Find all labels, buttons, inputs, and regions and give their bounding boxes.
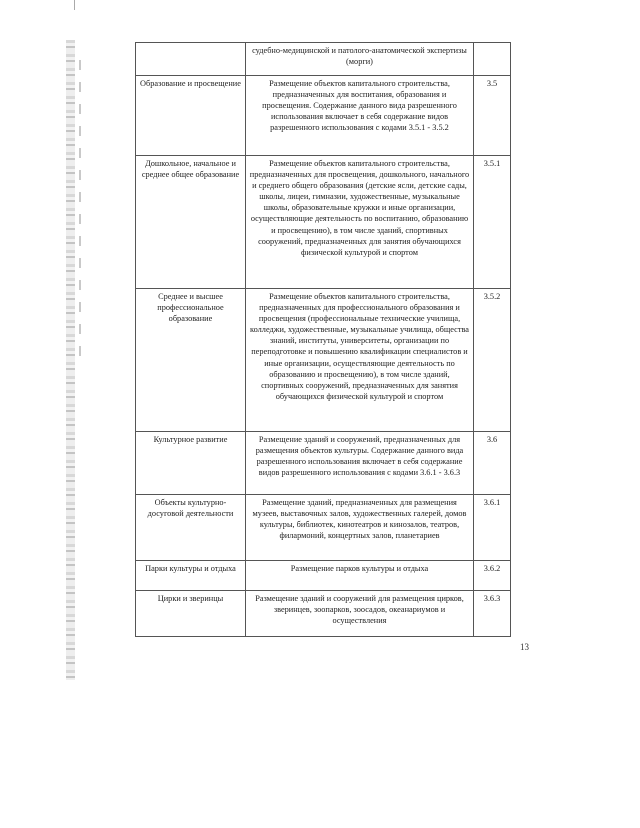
use-type-description: Размещение объектов капитального строительства, предназначенных для просвещения, дошкольного, начального и среднего общего образования (детские ясли, детские сады, школы, лицеи, гимназии, художественные, музыкальные школы, образовательные кружки и иные организации, осуществляющие деятельность по воспитанию, образованию и просвещению), в том числе зданий, спортивных сооружений, предназначенных для занятия обучающихся физической культурой и спортом <box>246 156 474 289</box>
use-type-name: Культурное развитие <box>136 432 246 495</box>
use-type-name: Образование и просвещение <box>136 76 246 156</box>
table-row <box>136 76 511 156</box>
use-type-description: судебно-медицинской и патолого-анатомической экспертизы (морги) <box>246 43 474 76</box>
use-type-description: Размещение зданий, предназначенных для размещения музеев, выставочных залов, художественных галерей, домов культуры, библиотек, кинотеатров и кинозалов, театров, филармоний, концертных залов, планетариев <box>246 495 474 561</box>
scan-mark-top <box>74 0 75 10</box>
use-type-code: 3.5.2 <box>474 289 511 432</box>
use-type-code: 3.5.1 <box>474 156 511 289</box>
use-type-description: Размещение зданий и сооружений, предназначенных для размещения объектов культуры. Содержание данного вида разрешенного использования включает в себя содержание видов разрешенного использования с кодами 3.6.1 - 3.6.3 <box>246 432 474 495</box>
table-row <box>136 289 511 432</box>
use-type-code: 3.5 <box>474 76 511 156</box>
table-row <box>136 561 511 591</box>
table-row <box>136 495 511 561</box>
use-type-name: Объекты культурно-досуговой деятельности <box>136 495 246 561</box>
use-type-description: Размещение зданий и сооружений для размещения цирков, зверинцев, зоопарков, зоосадов, океанариумов и осуществления <box>246 591 474 637</box>
use-type-name: Среднее и высшее профессиональное образование <box>136 289 246 432</box>
table-row <box>136 43 511 76</box>
use-type-name: Цирки и зверинцы <box>136 591 246 637</box>
use-type-code <box>474 43 511 76</box>
use-type-name: Дошкольное, начальное и среднее общее образование <box>136 156 246 289</box>
use-type-name <box>136 43 246 76</box>
use-type-description: Размещение объектов капитального строительства, предназначенных для воспитания, образования и просвещения. Содержание данного вида разрешенного использования включает в себя содержание видов разрешенного использования с кодами 3.5.1 - 3.5.2 <box>246 76 474 156</box>
scan-binding-edge <box>66 40 75 680</box>
use-type-code: 3.6.1 <box>474 495 511 561</box>
table-row <box>136 591 511 637</box>
land-use-table <box>135 42 511 637</box>
use-type-description: Размещение парков культуры и отдыха <box>246 561 474 591</box>
use-type-name: Парки культуры и отдыха <box>136 561 246 591</box>
page-number: 13 <box>520 642 529 652</box>
use-type-code: 3.6 <box>474 432 511 495</box>
scan-binding-marks <box>79 60 81 360</box>
table-row <box>136 432 511 495</box>
table-row <box>136 156 511 289</box>
use-type-code: 3.6.2 <box>474 561 511 591</box>
use-type-code: 3.6.3 <box>474 591 511 637</box>
use-type-description: Размещение объектов капитального строительства, предназначенных для профессионального образования и просвещения (профессиональные технические училища, колледжи, художественные, музыкальные училища, общества знаний, институты, университеты, организации по переподготовке и повышению квалификации специалистов и иные организации, осуществляющие деятельность по образованию и просвещению), в том числе зданий, спортивных сооружений, предназначенных для занятия обучающихся физической культурой и спортом <box>246 289 474 432</box>
